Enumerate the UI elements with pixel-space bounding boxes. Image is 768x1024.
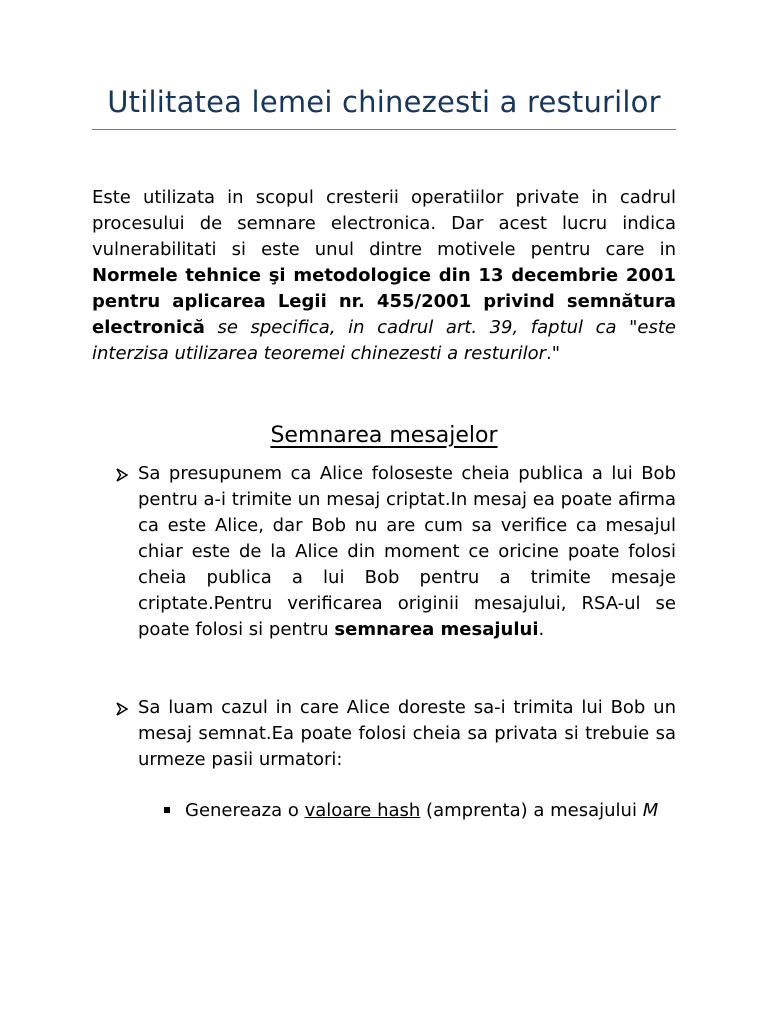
intro-italic-quote: se specifica, in cadrul art. 39, faptul ca "este interzisa utilizarea teoremei chinezesti a resturilor [92,317,676,364]
arrowhead-bullet-icon [114,701,130,717]
bullet-end: . [538,619,545,640]
list-item [92,461,676,643]
list-item [92,695,676,825]
sub-bullet-text: Genereaza o [185,800,305,821]
page-title: Utilitatea lemei chinezesti a resturilor [107,85,661,119]
bullet-text: Sa presupunem ca Alice foloseste cheia publica a lui Bob pentru a-i trimite un mesaj criptat.In mesaj ea poate afirma ca este Alice, dar Bob nu are cum sa verifice ca mesajul chiar este de la Alice din moment ce oricine poate folosi cheia publica a lui Bob pentru a trimite mesaje criptate.Pentru verificarea originii mesajului, RSA-ul se poate folosi si pentru [138,463,676,640]
bullet-text: Sa luam cazul in care Alice doreste sa-i trimita lui Bob un mesaj semnat.Ea poate folosi cheia sa privata si trebuie sa urmeze pasii urmatori: [138,697,676,770]
bullet-bold-text: semnarea mesajului [334,619,539,640]
intro-paragraph [92,185,676,367]
sub-bullet-list [138,797,676,825]
sub-bullet-italic-symbol: M [642,800,659,821]
sub-list-item [138,797,676,825]
intro-bold-reference: Normele tehnice şi metodologice din 13 decembrie 2001 pentru aplicarea Legii nr. 455/2001 privind semnătura electronică [92,265,676,338]
sub-bullet-text-2: (amprenta) a mesajului [420,800,643,821]
bullet-list [92,461,676,825]
title-divider [92,129,676,130]
document-page [92,0,676,825]
section-heading: Semnarea mesajelor [270,423,498,448]
intro-closing: ." [546,343,561,364]
sub-bullet-underlined-term: valoare hash [304,800,421,821]
square-bullet-icon [164,807,170,813]
arrowhead-bullet-icon [114,467,130,483]
intro-text: Este utilizata in scopul cresterii operatiilor private in cadrul procesului de semnare electronica. Dar acest lucru indica vulnerabilitati si este unul dintre motivele pentru care in [92,187,676,260]
